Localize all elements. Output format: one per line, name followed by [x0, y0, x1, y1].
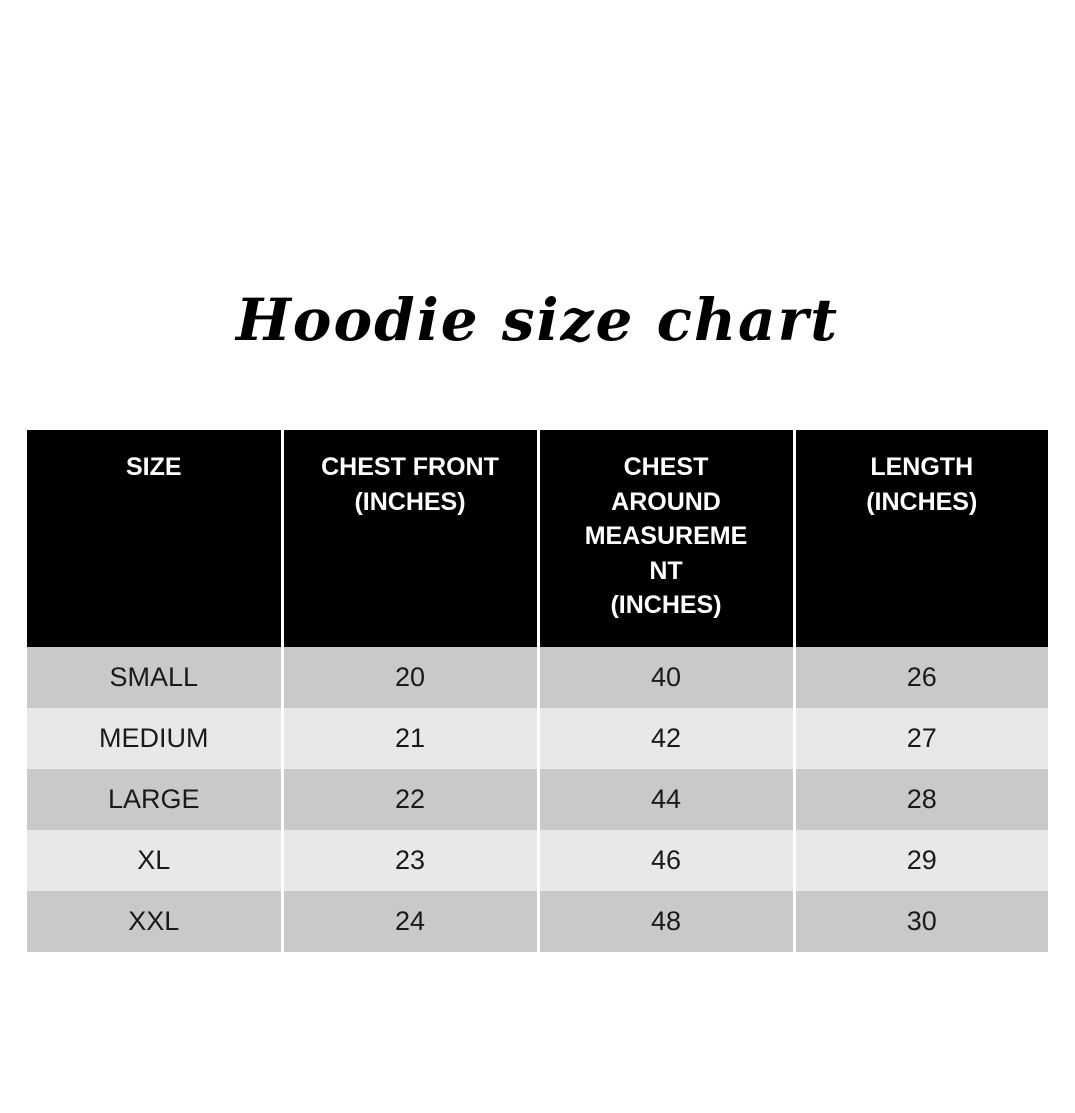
column-header-chest-around-line-5: (INCHES) [610, 591, 722, 619]
column-header-length-line-2: (INCHES) [866, 487, 978, 516]
column-header-chest-around [538, 430, 794, 647]
column-header-chest-front-line-1: CHEST FRONT [321, 453, 499, 481]
cell-chest-around: 42 [538, 708, 794, 769]
size-chart-table [27, 430, 1048, 952]
column-header-chest-around-line-2: AROUND [611, 487, 721, 516]
cell-length: 26 [794, 647, 1048, 708]
cell-chest-front: 20 [282, 647, 538, 708]
cell-chest-around: 44 [538, 769, 794, 830]
table-header [27, 430, 1048, 647]
cell-chest-front: 22 [282, 769, 538, 830]
column-header-chest-around-line-3: MEASUREME [584, 522, 748, 550]
cell-size: LARGE [27, 769, 282, 830]
column-header-length-line-1: LENGTH [870, 453, 974, 481]
cell-length: 30 [794, 891, 1048, 952]
cell-length: 29 [794, 830, 1048, 891]
column-header-size-line-1: SIZE [125, 453, 182, 481]
cell-length: 27 [794, 708, 1048, 769]
cell-size: MEDIUM [27, 708, 282, 769]
column-header-length [794, 430, 1048, 647]
cell-size: SMALL [27, 647, 282, 708]
cell-chest-around: 46 [538, 830, 794, 891]
cell-chest-front: 23 [282, 830, 538, 891]
cell-size: XL [27, 830, 282, 891]
table-row [27, 769, 1048, 830]
cell-chest-front: 21 [282, 708, 538, 769]
table-row [27, 891, 1048, 952]
cell-chest-front: 24 [282, 891, 538, 952]
column-header-chest-front [282, 430, 538, 647]
table-header-row [27, 430, 1048, 647]
table-row [27, 708, 1048, 769]
table-body [27, 647, 1048, 952]
table-row [27, 647, 1048, 708]
cell-length: 28 [794, 769, 1048, 830]
cell-chest-around: 48 [538, 891, 794, 952]
column-header-chest-front-line-2: (INCHES) [354, 487, 466, 516]
cell-chest-around: 40 [538, 647, 794, 708]
cell-size: XXL [27, 891, 282, 952]
column-header-chest-around-line-1: CHEST [623, 453, 709, 481]
page-title: Hoodie size chart [236, 286, 839, 354]
size-chart-table-wrapper [27, 430, 1048, 952]
column-header-chest-around-line-4: NT [649, 556, 683, 585]
table-row [27, 830, 1048, 891]
column-header-size [27, 430, 282, 647]
